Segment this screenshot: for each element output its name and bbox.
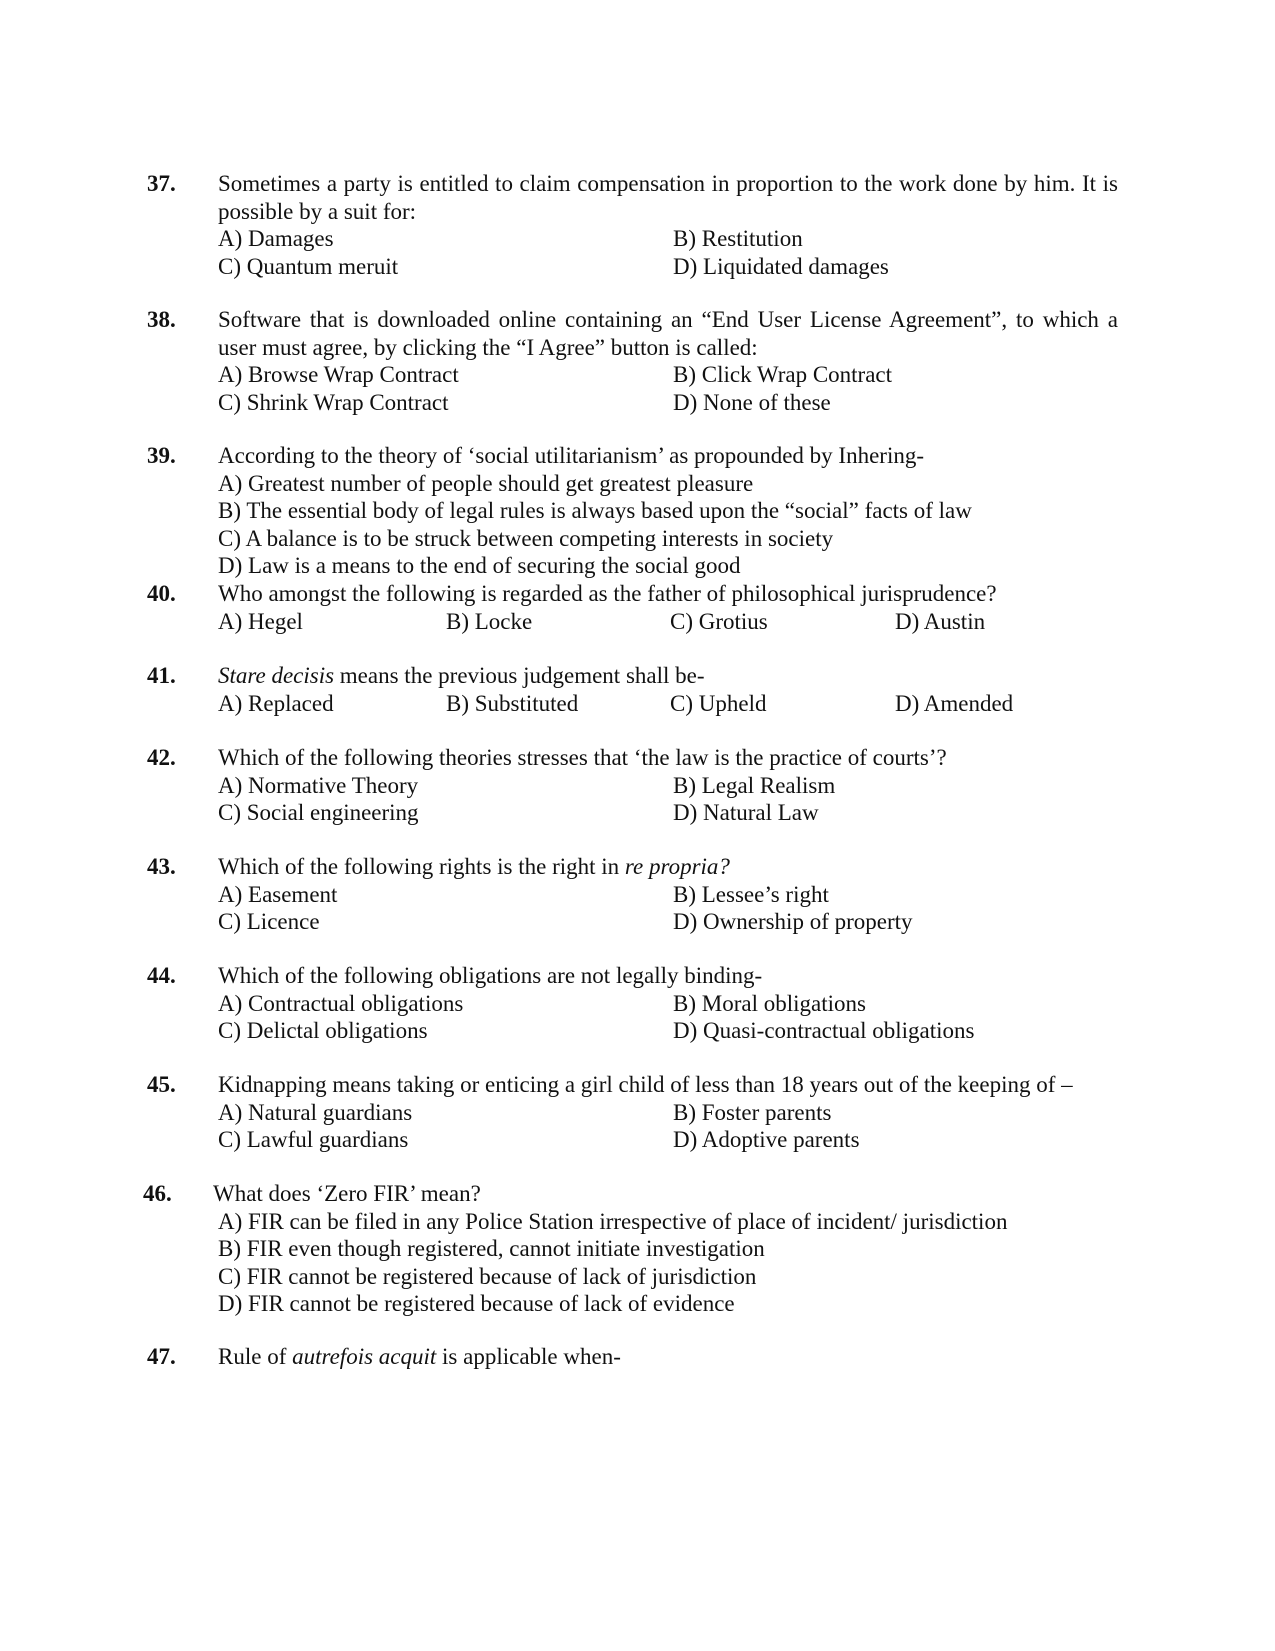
option-c: C) Social engineering [218,800,419,825]
option-b: B) Foster parents [673,1099,832,1125]
question-text-pre: Rule of [218,1344,293,1369]
option-d: D) Ownership of property [673,909,913,934]
option-d: D) Quasi-contractual obligations [673,1018,975,1043]
option-c: C) FIR cannot be registered because of lack of jurisdiction [218,1263,757,1289]
question-text-rest: is applicable when- [436,1344,621,1369]
option-c: C) Lawful guardians [218,1127,409,1152]
question-number: 45. [147,1072,176,1097]
option-d: D) Law is a means to the end of securing the social good [218,553,741,578]
option-d: D) FIR cannot be registered because of lack of evidence [218,1291,735,1316]
option-b: B) Legal Realism [673,772,836,798]
question-number: 44. [147,963,176,988]
question-body [218,170,1118,280]
options [218,881,1118,936]
option-b: B) Locke [446,608,533,634]
option-a: A) Greatest number of people should get greatest pleasure [218,470,754,496]
question-number: 40. [147,581,176,606]
italic-term: Stare decisis [218,663,335,688]
option-a: A) Damages [218,226,334,251]
question-text: Software that is downloaded online containing an “End User License Agreement”, to which a user must agree, by clicking the “I Agree” button is called: [218,307,1118,360]
question-body [218,306,1118,416]
options [218,772,1118,827]
option-b: B) FIR even though registered, cannot initiate investigation [218,1236,765,1261]
italic-term: re propria? [624,854,730,879]
question-number: 39. [147,443,176,468]
options [218,470,1118,580]
question-body [213,1180,1113,1318]
question-number: 37. [147,171,176,196]
option-d: D) Austin [895,608,986,634]
question-text: According to the theory of ‘social utilitarianism’ as propounded by Inhering- [218,443,924,468]
options [218,361,1118,416]
question-body [218,962,1118,1045]
question-number: 38. [147,307,176,332]
options [218,225,1118,280]
options [218,990,1118,1045]
question-body [218,662,1118,717]
option-a: A) Contractual obligations [218,990,464,1016]
question-text: Which of the following theories stresses that ‘the law is the practice of courts’? [218,745,947,770]
option-c: C) A balance is to be struck between competing interests in society [218,525,834,551]
option-c: C) Grotius [670,608,768,634]
option-b: B) The essential body of legal rules is always based upon the “social” facts of law [218,498,972,523]
option-b: B) Substituted [446,690,579,716]
question-body [218,442,1118,580]
option-d: D) Amended [895,690,1014,716]
option-c: C) Quantum meruit [218,253,399,279]
option-c: C) Licence [218,909,320,934]
option-a: A) Hegel [218,608,303,634]
option-c: C) Delictal obligations [218,1018,428,1043]
question-text-rest: means the previous judgement shall be- [334,663,705,688]
option-a: A) Normative Theory [218,772,419,798]
question-text: Who amongst the following is regarded as the father of philosophical jurisprudence? [218,581,997,606]
options [218,1099,1118,1154]
question-text: Which of the following obligations are not legally binding- [218,963,763,988]
options [218,608,1118,636]
question-body [218,1343,1118,1371]
question-text [218,662,1118,690]
question-text: Sometimes a party is entitled to claim compensation in proportion to the work done by him. It is possible by a suit for: [218,171,1118,224]
option-d: D) Liquidated damages [673,253,889,279]
question-number: 46. [143,1181,172,1206]
option-d: D) Adoptive parents [673,1127,860,1152]
options [218,1208,1113,1318]
option-a: A) Easement [218,881,338,907]
question-body [218,853,1118,936]
question-body [218,1071,1118,1154]
option-c: C) Upheld [670,690,767,716]
question-body [218,580,1118,635]
option-d: D) None of these [673,389,831,415]
italic-term: autrefois acquit [292,1344,437,1369]
question-number: 42. [147,745,176,770]
option-a: A) Browse Wrap Contract [218,362,459,387]
option-a: A) FIR can be filed in any Police Station irrespective of place of incident/ jurisdiction [218,1208,1008,1234]
option-d: D) Natural Law [673,800,819,825]
option-b: B) Lessee’s right [673,881,829,907]
option-a: A) Replaced [218,690,334,716]
question-text: What does ‘Zero FIR’ mean? [213,1181,481,1206]
question-text [218,853,1118,881]
question-body [218,744,1118,827]
option-a: A) Natural guardians [218,1099,413,1125]
question-text-pre: Which of the following rights is the right in [218,854,625,879]
option-b: B) Restitution [673,226,803,251]
question-number: 43. [147,854,176,879]
option-c: C) Shrink Wrap Contract [218,389,449,415]
option-b: B) Click Wrap Contract [673,362,893,387]
options [218,690,1118,718]
question-text [218,1343,1118,1371]
question-number: 41. [147,663,176,688]
question-number: 47. [147,1344,176,1369]
question-text: Kidnapping means taking or enticing a girl child of less than 18 years out of the keeping of – [218,1072,1073,1097]
option-b: B) Moral obligations [673,990,866,1016]
